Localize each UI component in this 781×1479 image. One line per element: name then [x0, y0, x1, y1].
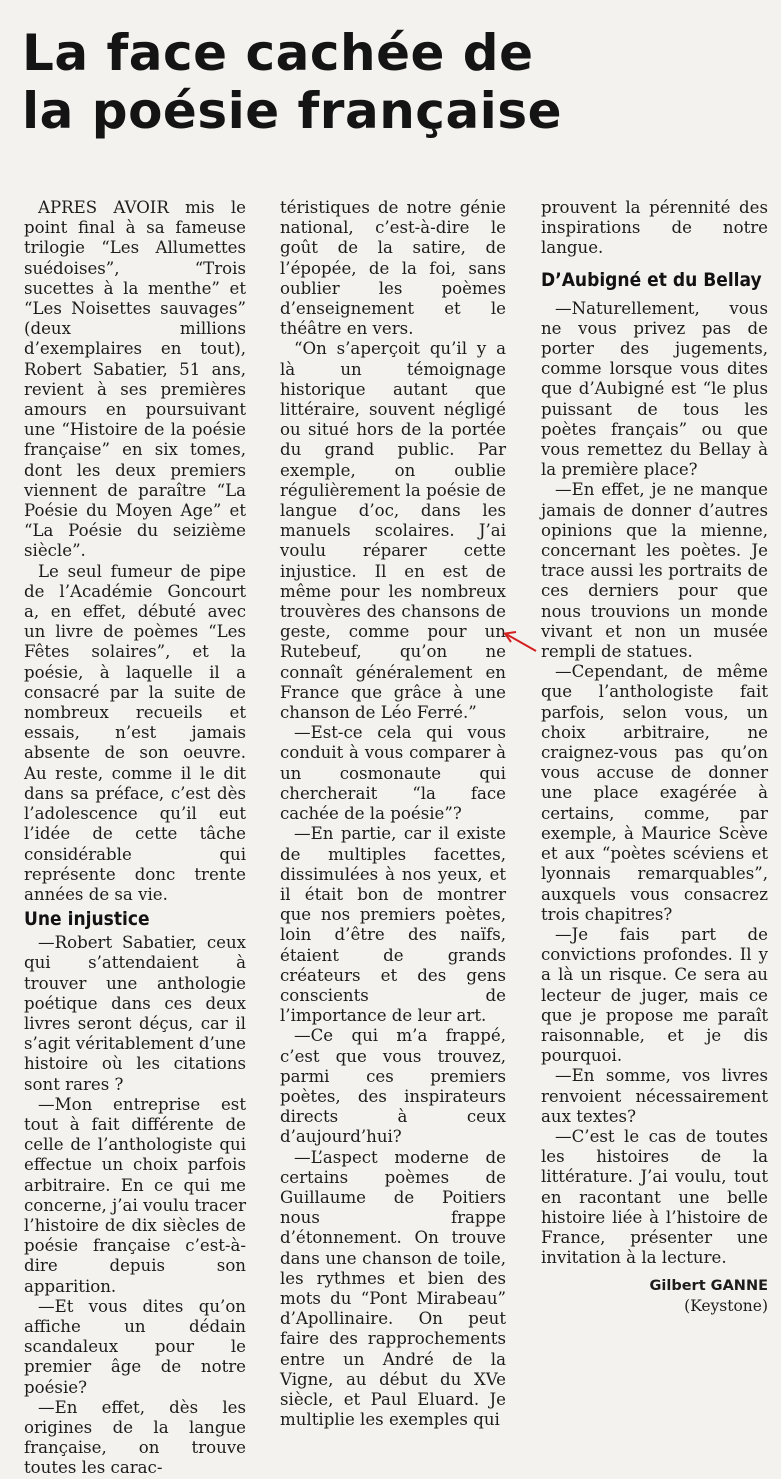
paragraph: —Naturellement, vous ne vous privez pas de porter des jugements, comme lorsque vous dites que d’Aubigné est “le plus puissant de tous les poètes français” ou que vous remettez du Bellay à la première place?: [541, 298, 768, 480]
paragraph: —C’est le cas de toutes les histoires de la littérature. J’ai voulu, tout en racontant une belle histoire liée à l’histoire de France, présenter une invitation à la lecture.: [541, 1126, 768, 1268]
red-arrow-icon: [500, 626, 540, 656]
paragraph: —Et vous dites qu’on affiche un dédain scandaleux pour le premier âge de notre poésie?: [24, 1296, 246, 1397]
column-3: [541, 198, 768, 1316]
paragraph: —L’aspect moderne de certains poèmes de Guillaume de Poitiers nous frappe d’étonnement. On trouve dans une chanson de toile, les rythmes et bien des mots du “Pont Mirabeau” d’Apollinaire. On peut faire des rapprochements entre un André de la Vigne, au début du XVe siècle, et Paul Eluard. Je multiplie les exemples qui: [280, 1147, 506, 1430]
paragraph: —En somme, vos livres renvoient nécessairement aux textes?: [541, 1066, 768, 1126]
paragraph: prouvent la pérennité des inspirations de notre langue.: [541, 198, 768, 258]
column-2: [280, 198, 506, 1430]
subheading: Une injustice: [24, 908, 150, 931]
paragraph: téristiques de notre génie national, c’est-à-dire le goût de la satire, de l’épopée, de la foi, sans oublier les poèmes d’enseignement et le théâtre en vers.: [280, 198, 506, 339]
paragraph: —En effet, dès les origines de la langue française, on trouve toutes les carac-: [24, 1397, 246, 1478]
author-signature: Gilbert GANNE: [649, 1278, 768, 1295]
paragraph: APRES AVOIR mis le point final à sa fameuse trilogie “Les Allumettes suédoises”, “Trois sucettes à la menthe” et “Les Noisettes sauvages” (deux millions d’exemplaires en tout), Robert Sabatier, 51 ans, revient à ses premières amours en poursuivant une “Histoire de la poésie française” en six tomes, dont les deux premiers viennent de paraître “La Poésie du Moyen Age” et “La Poésie du seizième siècle”.: [24, 198, 246, 561]
paragraph: Le seul fumeur de pipe de l’Académie Goncourt a, en effet, débuté avec un livre de poèmes “Les Fêtes solaires”, et la poésie, à laquelle il a consacré par la suite de nombreux recueils et essais, n’est jamais absente de son oeuvre. Au reste, comme il le dit dans sa préface, c’est dès l’adolescence qu’il eut l’idée de cette tâche considérable qui représente donc trente années de sa vie.: [24, 561, 246, 904]
paragraph: —En partie, car il existe de multiples facettes, dissimulées à nos yeux, et il était bon de montrer que nos premiers poètes, loin d’être des naïfs, étaient de grands créateurs et des gens conscients de l’importance de leur art.: [280, 824, 506, 1026]
paragraph: —Est-ce cela qui vous conduit à vous comparer à un cosmonaute qui chercherait “la face cachée de la poésie”?: [280, 723, 506, 824]
photo-credit: (Keystone): [684, 1297, 768, 1316]
headline: [22, 24, 762, 140]
paragraph: —Je fais part de convictions profondes. Il y a là un risque. Ce sera au lecteur de juger, mais ce que je propose me paraît raisonnable, et je dis pourquoi.: [541, 924, 768, 1066]
paragraph: —Cependant, de même que l’anthologiste fait parfois, selon vous, un choix arbitraire, ne craignez-vous pas qu’on vous accuse de donner une place exagérée à certains, comme, par exemple, à Maurice Scève et aux “poètes scéviens et lyonnais remarquables”, auxquels vous consacrez trois chapitres?: [541, 662, 768, 924]
paragraph: —En effet, je ne manque jamais de donner d’autres opinions que la mienne, concernant les poètes. Je trace aussi les portraits de ces derniers pour que nous trouvions un monde vivant et non un musée rempli de statues.: [541, 480, 768, 662]
subheading: D’Aubigné et du Bellay: [541, 268, 762, 291]
paragraph: “On s’aperçoit qu’il y a là un témoignage historique autant que littéraire, souvent négligé ou situé hors de la portée du grand public. Par exemple, on oublie régulièrement la poésie de langue d’oc, dans les manuels scolaires. J’ai voulu réparer cette injustice. Il en est de même pour les nombreux trouvères des chansons de geste, comme pour un Rutebeuf, qu’on ne connaît généralement en France que grâce à une chanson de Léo Ferré.”: [280, 339, 506, 723]
headline-line-1: La face cachée de: [22, 24, 534, 82]
headline-line-2: la poésie française: [22, 82, 562, 140]
paragraph: —Robert Sabatier, ceux qui s’attendaient à trouver une anthologie poétique dans ces deux livres seront déçus, car il s’agit véritablement d’une histoire où les citations sont rares ?: [24, 933, 246, 1094]
paragraph: —Ce qui m’a frappé, c’est que vous trouvez, parmi ces premiers poètes, des inspirateurs directs à ceux d’aujourd’hui?: [280, 1026, 506, 1147]
paragraph: —Mon entreprise est tout à fait différente de celle de l’anthologiste qui effectue un choix parfois arbitraire. En ce qui me concerne, j’ai voulu tracer l’histoire de dix siècles de poésie française c’est-à-dire depuis son apparition.: [24, 1094, 246, 1296]
column-1: [24, 198, 246, 1479]
